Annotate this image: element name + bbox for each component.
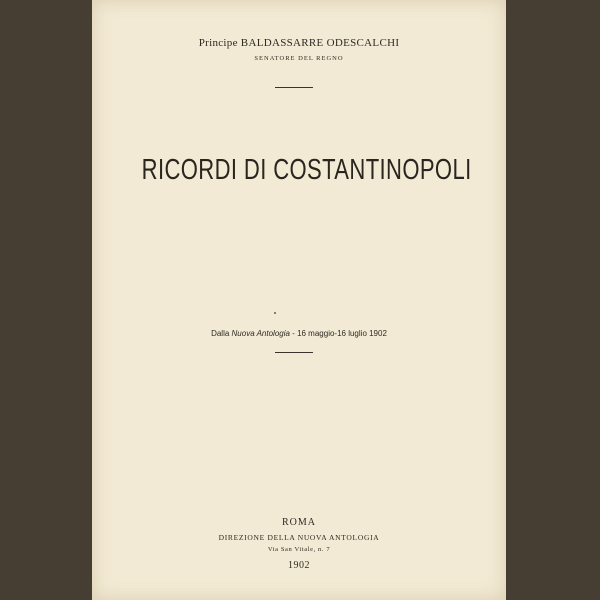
middle-divider [275, 352, 313, 353]
source-dates: - 16 maggio-16 luglio 1902 [289, 329, 387, 338]
imprint-address: Via San Vitale, n. 7 [267, 546, 331, 553]
book-title: RICORDI DI COSTANTINOPOLI [141, 154, 472, 186]
imprint-publisher: DIREZIONE DELLA NUOVA ANTOLOGIA [218, 533, 380, 542]
imprint-year: 1902 [288, 560, 310, 571]
imprint-place: ROMA [281, 517, 316, 528]
source-journal: Nuova Antologia [231, 329, 290, 338]
author-title: SENATORE DEL REGNO [254, 55, 344, 62]
source-prefix: Dalla [211, 329, 232, 338]
top-divider [275, 87, 313, 88]
source-note [92, 329, 506, 338]
title-page [92, 0, 506, 600]
author-name: Principe BALDASSARRE ODESCALCHI [198, 37, 400, 49]
paper-speck [274, 312, 276, 314]
